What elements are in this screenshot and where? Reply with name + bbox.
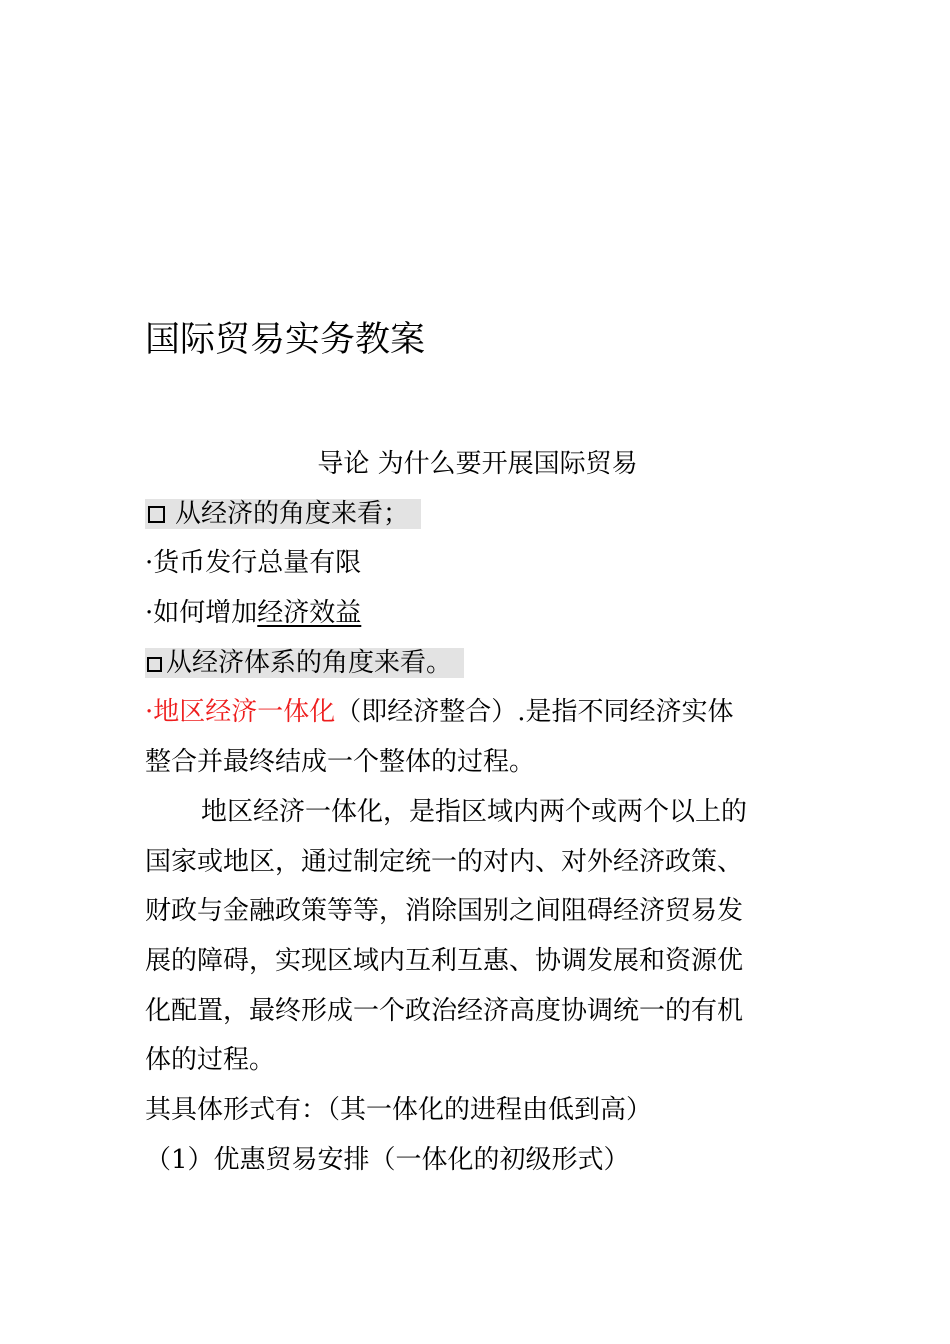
paragraph-line-6: 体的过程。 <box>145 1045 276 1076</box>
checkbox-icon <box>147 657 162 672</box>
form-item-1: （1）优惠贸易安排（一体化的初级形式） <box>145 1144 630 1175</box>
paragraph-line-3: 财政与金融政策等等，消除国别之间阻碍经济贸易发 <box>145 896 744 927</box>
paragraph-line-2: 国家或地区，通过制定统一的对内、对外经济政策、 <box>145 846 744 877</box>
bullet-economic-benefit <box>145 589 810 639</box>
section2-label-row <box>145 639 810 689</box>
bullet-economic-benefit-prefix: ·如何增加 <box>145 598 258 629</box>
section1-label: 从经济的角度来看； <box>175 498 410 529</box>
underlined-term: 经济效益 <box>257 598 362 629</box>
document-body <box>145 440 810 1185</box>
bullet-money-supply: ·货币发行总量有限 <box>145 548 362 579</box>
definition-line-1 <box>145 688 810 738</box>
checkbox-icon <box>148 506 165 523</box>
section1-label-row <box>145 490 810 540</box>
document-title: 国际贸易实务教案 <box>145 320 426 360</box>
section2-label: 从经济体系的角度来看。 <box>166 647 453 678</box>
section-heading: 导论 为什么要开展国际贸易 <box>317 449 638 479</box>
forms-intro: 其具体形式有：（其一体化的进程由低到高） <box>145 1094 653 1125</box>
definition-rest: （即经济整合）.是指不同经济实体 <box>335 697 734 728</box>
paragraph-line-4: 展的障碍，实现区域内互利互惠、协调发展和资源优 <box>145 945 744 976</box>
paragraph-line-1: 地区经济一体化，是指区域内两个或两个以上的 <box>201 796 748 827</box>
section1-highlight <box>145 499 421 529</box>
definition-line-2: 整合并最终结成一个整体的过程。 <box>145 747 536 778</box>
red-term: 地区经济一体化 <box>153 697 336 728</box>
paragraph-line-5: 化配置，最终形成一个政治经济高度协调统一的有机 <box>145 995 744 1026</box>
definition-bullet: · <box>145 697 154 728</box>
section2-highlight <box>145 648 464 678</box>
